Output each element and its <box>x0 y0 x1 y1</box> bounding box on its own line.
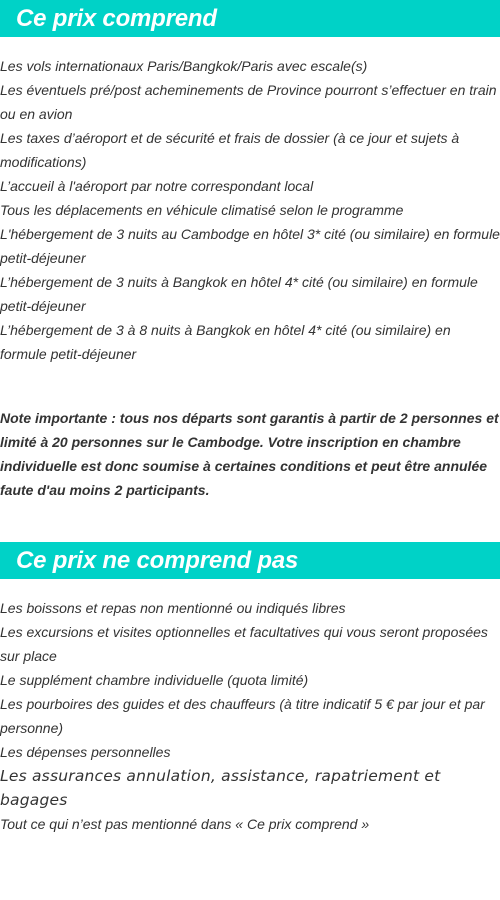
list-item: Les assurances annulation, assistance, rapatriement et bagages <box>0 767 441 809</box>
includes-header <box>0 0 500 37</box>
list-item: Tout ce qui n’est pas mentionné dans « Ce prix comprend » <box>0 816 370 832</box>
list-item: Les pourboires des guides et des chauffeurs (à titre indicatif 5 € par jour et par personne) <box>0 696 485 736</box>
excludes-list <box>0 596 500 836</box>
list-item: Les excursions et visites optionnelles et facultatives qui vous seront proposées sur place <box>0 624 488 664</box>
list-item: Les boissons et repas non mentionné ou indiqués libres <box>0 600 346 616</box>
list-item: Les vols internationaux Paris/Bangkok/Paris avec escale(s) <box>0 58 368 74</box>
list-item: L'hébergement de 3 nuits au Cambodge en hôtel 3* cité (ou similaire) en formule petit-déjeuner <box>0 226 500 266</box>
list-item: Tous les déplacements en véhicule climatisé selon le programme <box>0 202 404 218</box>
includes-title: Ce prix comprend <box>16 4 217 32</box>
important-note: Note importante : tous nos départs sont garantis à partir de 2 personnes et limité à 20 personnes sur le Cambodge. Votre inscription en chambre individuelle est donc soumise à certaines conditions et peut être annulée faute d'au moins 2 participants. <box>0 410 499 498</box>
excludes-header <box>0 542 500 579</box>
includes-list <box>0 54 500 366</box>
list-item: Les éventuels pré/post acheminements de Province pourront s’effectuer en train ou en avion <box>0 82 497 122</box>
list-item: L’accueil à l'aéroport par notre correspondant local <box>0 178 314 194</box>
excludes-title: Ce prix ne comprend pas <box>16 546 299 574</box>
list-item: L’hébergement de 3 à 8 nuits à Bangkok en hôtel 4* cité (ou similaire) en formule petit-déjeuner <box>0 322 451 362</box>
list-item: Les taxes d’aéroport et de sécurité et frais de dossier (à ce jour et sujets à modifications) <box>0 130 460 170</box>
list-item: Les dépenses personnelles <box>0 744 171 760</box>
list-item: L’hébergement de 3 nuits à Bangkok en hôtel 4* cité (ou similaire) en formule petit-déjeuner <box>0 274 478 314</box>
excludes-section <box>0 542 500 836</box>
list-item: Le supplément chambre individuelle (quota limité) <box>0 672 309 688</box>
